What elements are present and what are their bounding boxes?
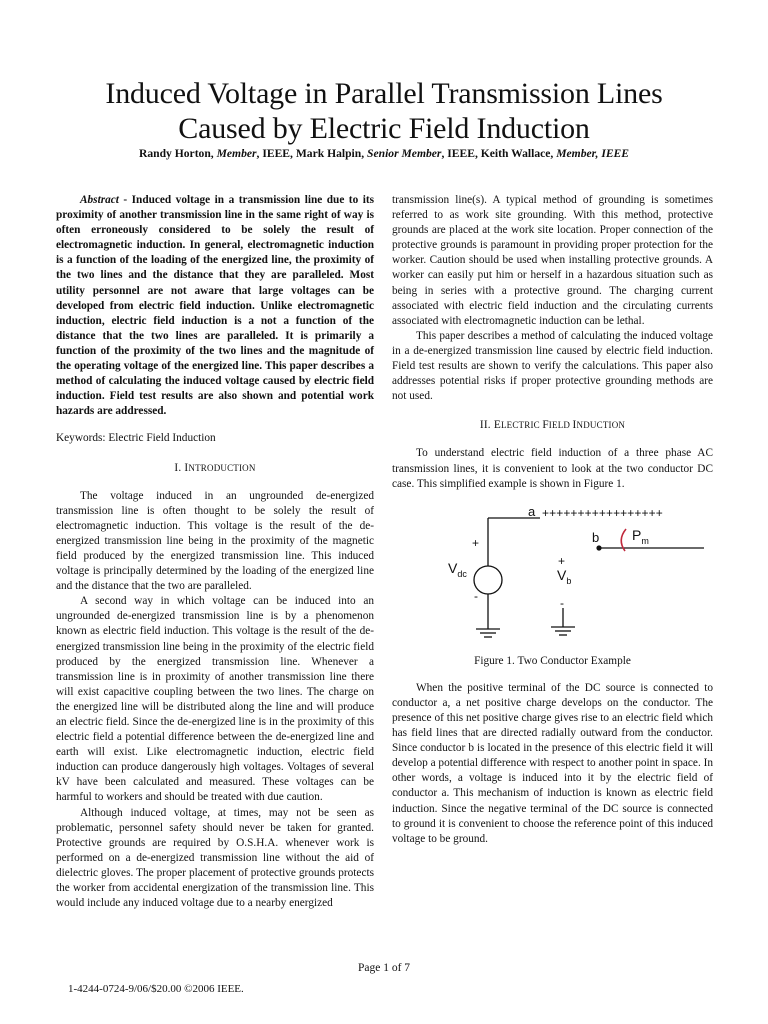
section-2-heading — [392, 418, 713, 433]
section-1-paragraph-3-continued: transmission line(s). A typical method of grounding is sometimes referred to as work site grounding. With this method, protective grounds are placed at the work site location. Proper connection of the protective grounds is paramount in providing proper protection for the worker. Caution should be used when installing protective grounds. A worker can easily put him or herself in a hazardous situation such as being in series with a protective ground. The charging current associated with electric field induction and the circulating currents associated with electromagnetic induction can be lethal. — [392, 194, 713, 327]
title-line-2: Caused by Electric Field Induction — [178, 112, 590, 145]
vb-minus: - — [560, 595, 564, 610]
keywords: Keywords: Electric Field Induction — [56, 432, 216, 445]
author-2-org: , IEEE, — [441, 147, 481, 160]
section-2-paragraph-2: When the positive terminal of the DC source is connected to conductor a, a net positive charge develops on the conductor. The presence of this net positive charge gives rise to an electric field which has field lines that are directed radially outward from the conductor. Since conductor b is located in the presence of this electric field it will develop a potential difference with respect to another point in space. In other words, a voltage is induced into it by the electric field of conductor a. This mechanism of induction is known as electric field induction. Since the negative terminal of the DC source is connected to ground it is convenient to choose the reference point of this induced voltage to be ground. — [392, 681, 714, 845]
figure-1-caption: Figure 1. Two Conductor Example — [474, 654, 631, 667]
author-1-role: Member — [216, 147, 257, 160]
section-1-title: NTRODUCTION — [188, 462, 256, 473]
section-1-paragraph-1: The voltage induced in an ungrounded de-energized transmission line is often thought to be solely the result of electromagnetic induction. This voltage is the result of the de-energized transmission line being in the proximity of the magnetic field produced by the energized transmission line. This induced voltage is principally determined by the loading of the energized line and the distance that the two are paralleled. — [56, 489, 374, 593]
section-2-title-b-cap: F — [542, 419, 549, 432]
section-1-paragraph-4: This paper describes a method of calculating the induced voltage in a de-energized transmission line caused by electric field induction. Field test results are shown to verify the calculations. This paper also addresses potential risks if proper protective grounding methods are not used. — [392, 329, 713, 403]
page-number: Page 1 of 7 — [357, 962, 411, 974]
label-vdc — [448, 561, 467, 582]
vb-plus: + — [558, 553, 566, 568]
section-1-paragraph-2: A second way in which voltage can be induced into an ungrounded de-energized transmission line is by a phenomenon known as electric field induction. This voltage is the result of the de-energized transmission line being in the proximity of the electric field produced by the energized transmission line. Whenever a transmission line is in proximity of another transmission line there will exist capacitive coupling between the two lines. The charge on the energized line will be distributed along the line and will produce an electric field. Since the de-energized line is in the proximity of this electric field a potential difference between the de-energized line and earth will exist. Like electromagnetic induction, electric field induction can produce dangerously high voltages. Voltages of several kV have been calculated and measured. These voltages can be harmful to workers and should be treated with due caution. — [56, 595, 374, 804]
label-conductor-a: a — [528, 503, 536, 519]
source-minus: - — [474, 588, 478, 603]
section-2-number: II. E — [479, 419, 501, 432]
section-1-number: I. I — [174, 461, 189, 474]
author-2-name: Mark Halpin, — [295, 147, 368, 160]
section-1-heading — [56, 461, 374, 476]
label-vb-sub: b — [566, 575, 572, 586]
section-2-title-a: LECTRIC — [500, 420, 543, 431]
left-column — [56, 193, 374, 911]
label-conductor-b: b — [592, 529, 600, 545]
section-2-title-b: IELD — [548, 420, 573, 431]
label-pm-sub: m — [641, 535, 649, 546]
dc-source-symbol — [474, 566, 502, 594]
abstract-label: Abstract — [80, 194, 119, 206]
section-2-title-c-cap: I — [572, 419, 577, 432]
title-line-1: Induced Voltage in Parallel Transmission Lines — [105, 77, 663, 110]
section-2-title-c: NDUCTION — [576, 420, 626, 431]
author-1-org: , IEEE, — [256, 147, 296, 160]
paper-title — [0, 76, 768, 146]
label-vb — [557, 568, 571, 589]
label-pm — [632, 528, 649, 549]
abstract-text: - Induced voltage in a transmission line due to its proximity of another transmission line in the same right of way is often erroneously considered to be solely the result of electromagnetic induction. In general, electromagnetic induction is a function of the loading of the energized line, the proximity of the two lines and the distance that they are paralleled. Most utility personnel are not aware that large voltages can be developed from electric field induction. Unlike electromagnetic induction, electric field induction is a not a function of the distance that the two lines are paralleled. It is primarily a function of the proximity of the two lines and the magnitude of the operating voltage of the energized line. This paper describes a method of calculating the induced voltage caused by electric field induction. Field test results are also shown and potential work hazards are addressed. — [56, 194, 374, 418]
figure-1-diagram — [392, 504, 713, 652]
author-list — [0, 147, 768, 160]
label-vb-main: V — [557, 566, 567, 583]
label-vdc-main: V — [448, 559, 458, 576]
section-2-paragraph-1: To understand electric field induction of a three phase AC transmission lines, it is convenient to look at the two conductor DC case. This simplified example is shown in Figure 1. — [392, 447, 713, 490]
label-pm-main: P — [632, 526, 642, 543]
author-1-name: Randy Horton, — [138, 147, 217, 160]
conductor-a-charges: +++++++++++++++++ — [542, 505, 663, 520]
right-column — [392, 193, 713, 847]
copyright-notice: 1-4244-0724-9/06/$20.00 ©2006 IEEE. — [68, 983, 244, 995]
author-2-role: Senior Member — [367, 147, 442, 160]
author-3-name: Keith Wallace, — [480, 147, 557, 160]
author-3-org: , IEEE — [595, 147, 630, 160]
abstract — [56, 193, 374, 419]
author-3-role: Member — [556, 147, 596, 160]
conductor-b-node — [596, 545, 601, 550]
circuit-drawing — [392, 504, 713, 652]
source-plus: + — [472, 535, 480, 550]
label-vdc-sub: dc — [457, 568, 467, 579]
section-1-paragraph-3: Although induced voltage, at times, may not be seen as problematic, personnel safety should never be taken for granted. Protective grounds are required by O.S.H.A. whenever work is performed on a de-energized transmission line without the aid of dielectric gloves. The proper placement of protective grounds protects the worker from accidental energization of the transmission line. This would include any induced voltage due to a nearby energized — [56, 806, 374, 910]
